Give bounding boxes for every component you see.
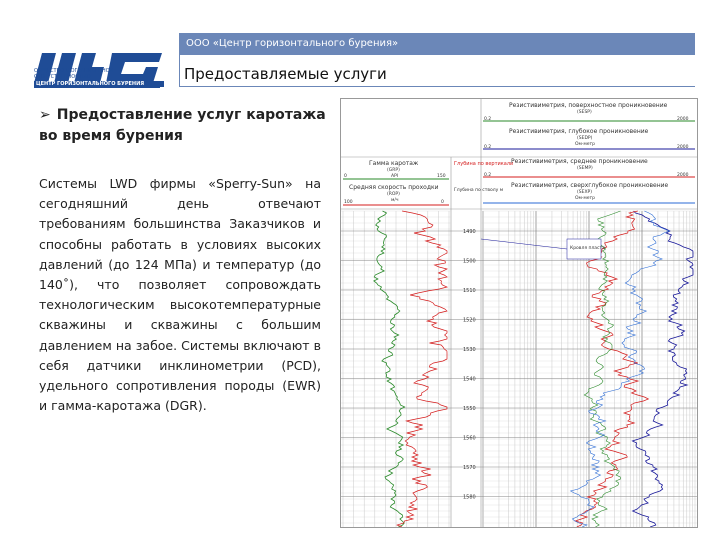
res-deep-title: Резистивиметрия, глубокое проникновение — [509, 128, 649, 135]
res-unit-2: Ом·метр — [575, 196, 596, 201]
res-min-2: 0.2 — [484, 145, 492, 150]
header-banner — [180, 33, 695, 55]
annotation-text: Кровля пласта — [570, 246, 605, 251]
res-deep-code: (SEDP) — [577, 136, 593, 141]
page-subtitle: Предоставляемые услуги — [184, 65, 387, 83]
gamma-unit: (GRP) — [387, 168, 400, 173]
time-label: Глубина по вертикали — [454, 161, 514, 167]
res-min-3: 0.2 — [484, 173, 492, 178]
depth-tick-label: 1560 — [463, 435, 476, 442]
depth-tick-label: 1550 — [463, 406, 476, 412]
log-chart-svg — [341, 99, 697, 527]
lwd-log-chart — [340, 98, 698, 528]
gamma-max: 150 — [437, 174, 446, 179]
res-shallow-code: (SESP) — [577, 110, 592, 115]
log-curve — [397, 211, 447, 527]
depth-tick-label: 1570 — [463, 465, 476, 471]
depth-tick-label: 1490 — [463, 229, 476, 235]
header-divider — [179, 33, 180, 87]
body-paragraph: Системы LWD фирмы «Sperry-Sun» на сегодняшний день отвечают требованиям большинства Заказчиков и способны работать в условиях высоких давлений (до 124 МПа) и температур (до 140˚), что позволяет сопровождать технологическим высокотемпературные скважины и скважины с большим давлением на забое. Системы включают в себя датчики инклинометрии (PCD), удельного сопротивления породы (EWR) и гамма-каротажа (DGR). — [39, 176, 321, 414]
depth-ticks — [463, 229, 476, 501]
rop-min: 100 — [344, 200, 353, 205]
depth-tick-label: 1510 — [463, 288, 476, 294]
res-medium-code: (SEMP) — [577, 166, 593, 171]
depth-tick-label: 1520 — [463, 317, 476, 324]
rop-max: 0 — [441, 200, 444, 205]
bullet-arrow-icon: ➢ — [39, 107, 51, 123]
depth-tick-label: 1500 — [463, 258, 476, 265]
gamma-sub: API — [391, 174, 399, 179]
rop-unit: (ROP) — [387, 192, 400, 197]
rop-sub: м/ч — [391, 198, 399, 203]
res-min-1: 0.2 — [484, 117, 492, 122]
rop-title: Средняя скорость проходки — [349, 184, 439, 191]
section-heading — [39, 105, 329, 147]
gamma-min: 0 — [344, 174, 347, 179]
log-grid — [341, 211, 697, 527]
res-max-1: 2000 — [677, 117, 689, 122]
res-max-3: 2000 — [677, 173, 689, 178]
depth-tick-label: 1530 — [463, 347, 476, 353]
depth-tick-label: 1580 — [463, 494, 476, 501]
res-extra-code: (SEXP) — [577, 190, 593, 195]
depth-label: Глубина по стволу м — [454, 188, 504, 193]
log-curve — [632, 211, 693, 527]
depth-tick-label: 1540 — [463, 376, 476, 383]
company-name: ООО «Центр горизонтального бурения» — [186, 38, 399, 49]
res-extra-title: Резистивиметрия, сверхглубокое проникновение — [511, 182, 669, 189]
res-medium-title: Резистивиметрия, среднее проникновение — [511, 158, 648, 165]
gamma-title: Гамма каротаж — [369, 160, 419, 167]
log-curve — [374, 211, 405, 527]
res-max-2: 2000 — [677, 145, 689, 150]
section-heading-text: Предоставление услуг каротажа во время бурения — [39, 107, 326, 144]
res-unit-1: Ом·метр — [575, 142, 596, 147]
header-rule — [180, 86, 695, 87]
res-shallow-title: Резистивиметрия, поверхностное проникновение — [509, 102, 668, 109]
logo-tagline: ОБЩЕСТВО С ОГРАНИЧЕННОЙ ОТВЕТСТВЕННОСТЬЮ ЦЕНТР ГОРИЗОНТАЛЬНОГО БУРЕНИЯ — [34, 68, 164, 87]
